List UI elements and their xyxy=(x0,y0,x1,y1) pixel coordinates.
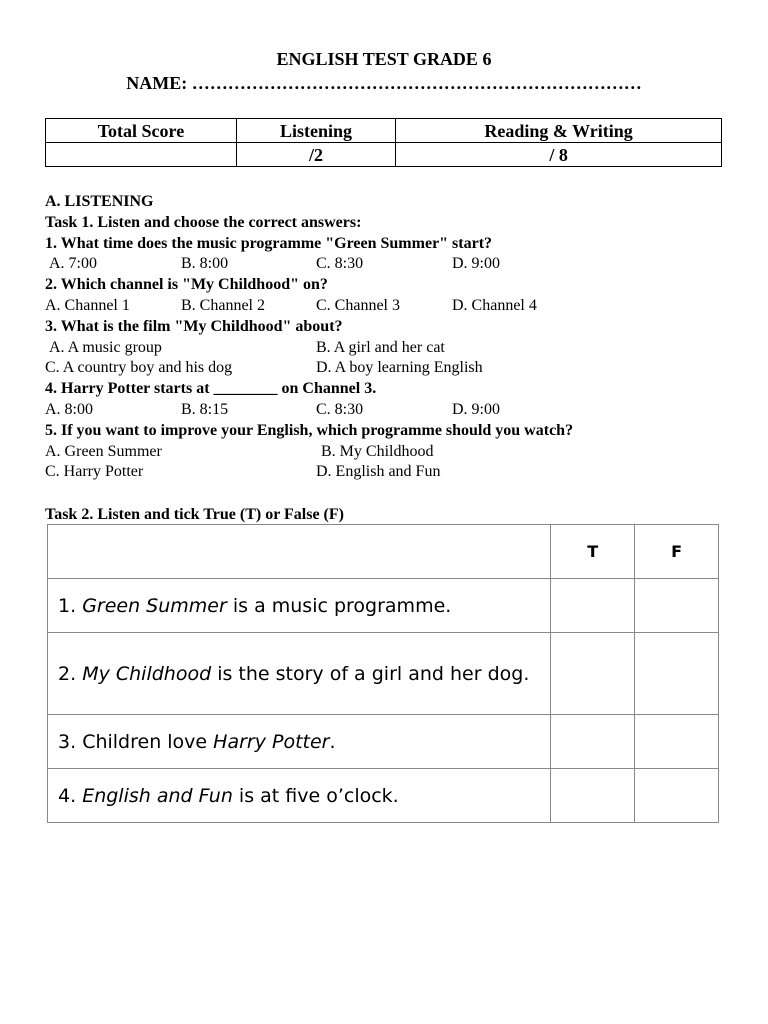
tf-header-statement xyxy=(48,525,551,579)
score-header-total: Total Score xyxy=(46,119,237,143)
option-1b[interactable]: B. 8:00 xyxy=(181,255,229,273)
score-header-listening: Listening xyxy=(236,119,395,143)
statement-title: English and Fun xyxy=(82,784,233,807)
score-value-listening[interactable]: /2 xyxy=(236,143,395,167)
question-5: 5. If you want to improve your English, which programme should you watch? xyxy=(45,421,574,439)
options-row xyxy=(45,462,745,483)
tf-cell-1-t[interactable] xyxy=(551,579,635,633)
tf-cell-1-f[interactable] xyxy=(635,579,719,633)
statement-rest: is a music programme. xyxy=(226,594,452,617)
tf-statement-3 xyxy=(48,715,551,769)
option-1a[interactable]: A. 7:00 xyxy=(49,255,97,273)
statement-pre: Children love xyxy=(82,730,214,753)
name-line: NAME: ………………………………………………………………… xyxy=(126,73,642,93)
question-4: 4. Harry Potter starts at ________ on Channel 3. xyxy=(45,380,377,398)
statement-title: Harry Potter xyxy=(213,730,330,753)
score-table xyxy=(45,118,722,167)
statement-number: 3. xyxy=(58,730,77,753)
table-row xyxy=(48,715,719,769)
tf-cell-3-t[interactable] xyxy=(551,715,635,769)
option-3a[interactable]: A. A music group xyxy=(49,338,162,356)
option-4d[interactable]: D. 9:00 xyxy=(452,400,500,418)
test-title: ENGLISH TEST GRADE 6 xyxy=(276,49,492,69)
section-title: A. LISTENING xyxy=(45,193,154,210)
option-1c[interactable]: C. 8:30 xyxy=(316,255,364,273)
option-2a[interactable]: A. Channel 1 xyxy=(45,296,130,314)
tf-cell-4-f[interactable] xyxy=(635,769,719,823)
options-row xyxy=(45,442,745,463)
tf-cell-3-f[interactable] xyxy=(635,715,719,769)
option-4b[interactable]: B. 8:15 xyxy=(181,400,229,418)
statement-number: 1. xyxy=(58,594,77,617)
score-header-row xyxy=(46,119,722,143)
statement-title: Green Summer xyxy=(82,594,227,617)
option-2c[interactable]: C. Channel 3 xyxy=(316,296,400,314)
statement-rest: . xyxy=(329,730,336,753)
tf-header-t: T xyxy=(551,525,635,579)
true-false-table xyxy=(47,524,719,823)
tf-statement-2 xyxy=(48,633,551,715)
statement-number: 4. xyxy=(58,784,77,807)
table-row xyxy=(48,769,719,823)
score-header-reading-writing: Reading & Writing xyxy=(396,119,722,143)
option-4c[interactable]: C. 8:30 xyxy=(316,400,364,418)
option-2b[interactable]: B. Channel 2 xyxy=(181,296,265,314)
table-row xyxy=(48,579,719,633)
options-row xyxy=(45,296,745,317)
option-5a[interactable]: A. Green Summer xyxy=(45,442,162,460)
tf-header-row xyxy=(48,525,719,579)
score-value-total[interactable] xyxy=(46,143,237,167)
question-3: 3. What is the film "My Childhood" about? xyxy=(45,317,343,335)
statement-title: My Childhood xyxy=(82,662,212,685)
tf-cell-4-t[interactable] xyxy=(551,769,635,823)
statement-rest: is at five o’clock. xyxy=(232,784,399,807)
statement-rest: is the story of a girl and her dog. xyxy=(211,662,530,685)
option-3b[interactable]: B. A girl and her cat xyxy=(316,338,445,356)
option-5c[interactable]: C. Harry Potter xyxy=(45,463,144,481)
score-value-row xyxy=(46,143,722,167)
listening-section xyxy=(45,192,745,483)
tf-cell-2-f[interactable] xyxy=(635,633,719,715)
option-4a[interactable]: A. 8:00 xyxy=(45,400,93,418)
tf-header-f: F xyxy=(635,525,719,579)
task2-title: Task 2. Listen and tick True (T) or False (F) xyxy=(45,506,344,523)
table-row xyxy=(48,633,719,715)
tf-statement-4 xyxy=(48,769,551,823)
option-1d[interactable]: D. 9:00 xyxy=(452,255,500,273)
score-value-reading-writing[interactable]: / 8 xyxy=(396,143,722,167)
statement-number: 2. xyxy=(58,662,77,685)
option-3c[interactable]: C. A country boy and his dog xyxy=(45,359,233,377)
question-2: 2. Which channel is "My Childhood" on? xyxy=(45,276,328,294)
options-row xyxy=(45,254,745,275)
task1-title: Task 1. Listen and choose the correct answers: xyxy=(45,213,362,231)
options-row xyxy=(45,358,745,379)
tf-statement-1 xyxy=(48,579,551,633)
options-row xyxy=(45,400,745,421)
option-5b[interactable]: B. My Childhood xyxy=(321,442,434,460)
tf-cell-2-t[interactable] xyxy=(551,633,635,715)
question-1: 1. What time does the music programme "Green Summer" start? xyxy=(45,234,493,252)
options-row xyxy=(45,338,745,359)
option-5d[interactable]: D. English and Fun xyxy=(316,463,441,481)
option-2d[interactable]: D. Channel 4 xyxy=(452,296,537,314)
option-3d[interactable]: D. A boy learning English xyxy=(316,359,483,377)
